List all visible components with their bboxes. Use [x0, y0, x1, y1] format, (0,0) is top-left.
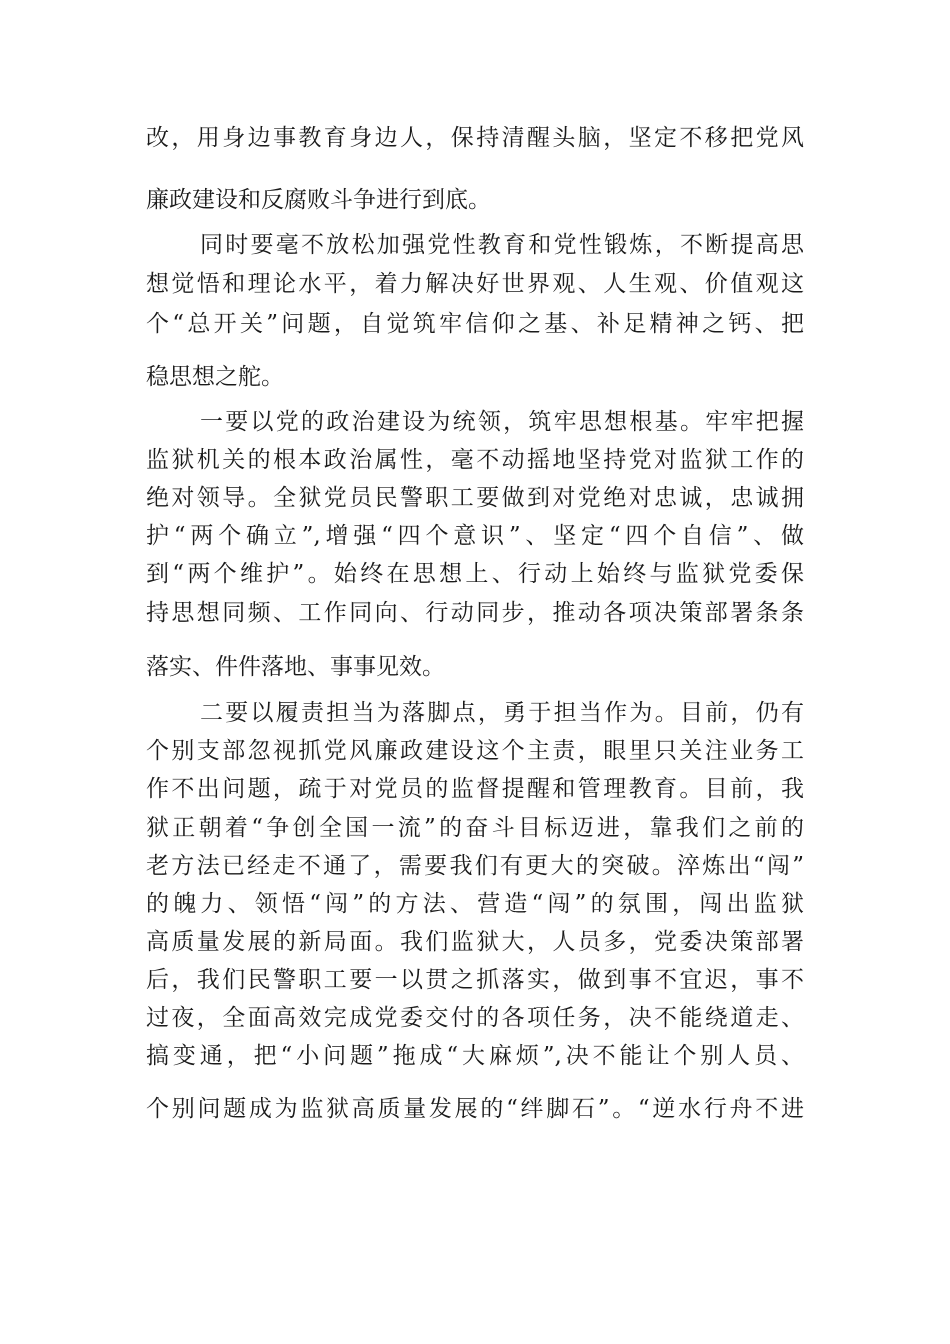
- text-line: 护“两个确立”,增强“四个意识”、坚定“四个自信”、做: [146, 523, 804, 549]
- text-line: 搞变通，把“小问题”拖成“大麻烦”,决不能让个别人员、: [146, 1043, 804, 1069]
- text-line: 过夜，全面高效完成党委交付的各项任务，决不能绕道走、: [146, 1005, 804, 1031]
- text-line: 狱正朝着“争创全国一流”的奋斗目标迈进，靠我们之前的: [146, 815, 804, 841]
- text-line: 个别支部忽视抓党风廉政建设这个主责，眼里只关注业务工: [146, 738, 804, 764]
- text-line: 一要以党的政治建设为统领，筑牢思想根基。牢牢把握: [200, 409, 804, 435]
- text-line: 到“两个维护”。始终在思想上、行动上始终与监狱党委保: [146, 561, 804, 587]
- text-line: 改，用身边事教育身边人，保持清醒头脑，坚定不移把党风: [146, 125, 804, 151]
- text-line: 个“总开关”问题，自觉筑牢信仰之基、补足精神之钙、把: [146, 311, 804, 337]
- text-line: 监狱机关的根本政治属性，毫不动摇地坚持党对监狱工作的: [146, 447, 804, 473]
- text-line: 想觉悟和理论水平，着力解决好世界观、人生观、价值观这: [146, 271, 804, 297]
- text-line: 二要以履责担当为落脚点，勇于担当作为。目前，仍有: [200, 700, 804, 726]
- text-line: 作不出问题，疏于对党员的监督提醒和管理教育。目前，我: [146, 776, 804, 802]
- text-line: 老方法已经走不通了，需要我们有更大的突破。淬炼出“闯”: [146, 853, 804, 879]
- text-line: 的魄力、领悟“闯”的方法、营造“闯”的氛围，闯出监狱: [146, 891, 804, 917]
- text-line: 落实、件件落地、事事见效。: [146, 654, 445, 680]
- text-line: 高质量发展的新局面。我们监狱大，人员多，党委决策部署: [146, 929, 804, 955]
- text-line: 同时要毫不放松加强党性教育和党性锻炼，不断提高思: [200, 232, 804, 258]
- text-line: 个别问题成为监狱高质量发展的“绊脚石”。“逆水行舟不进: [146, 1096, 804, 1122]
- text-line: 绝对领导。全狱党员民警职工要做到对党绝对忠诚，忠诚拥: [146, 485, 804, 511]
- text-line: 稳思想之舵。: [146, 364, 284, 390]
- text-line: 廉政建设和反腐败斗争进行到底。: [146, 187, 491, 213]
- text-line: 持思想同频、工作同向、行动同步，推动各项决策部署条条: [146, 600, 804, 626]
- text-line: 后，我们民警职工要一以贯之抓落实，做到事不宜迟，事不: [146, 967, 804, 993]
